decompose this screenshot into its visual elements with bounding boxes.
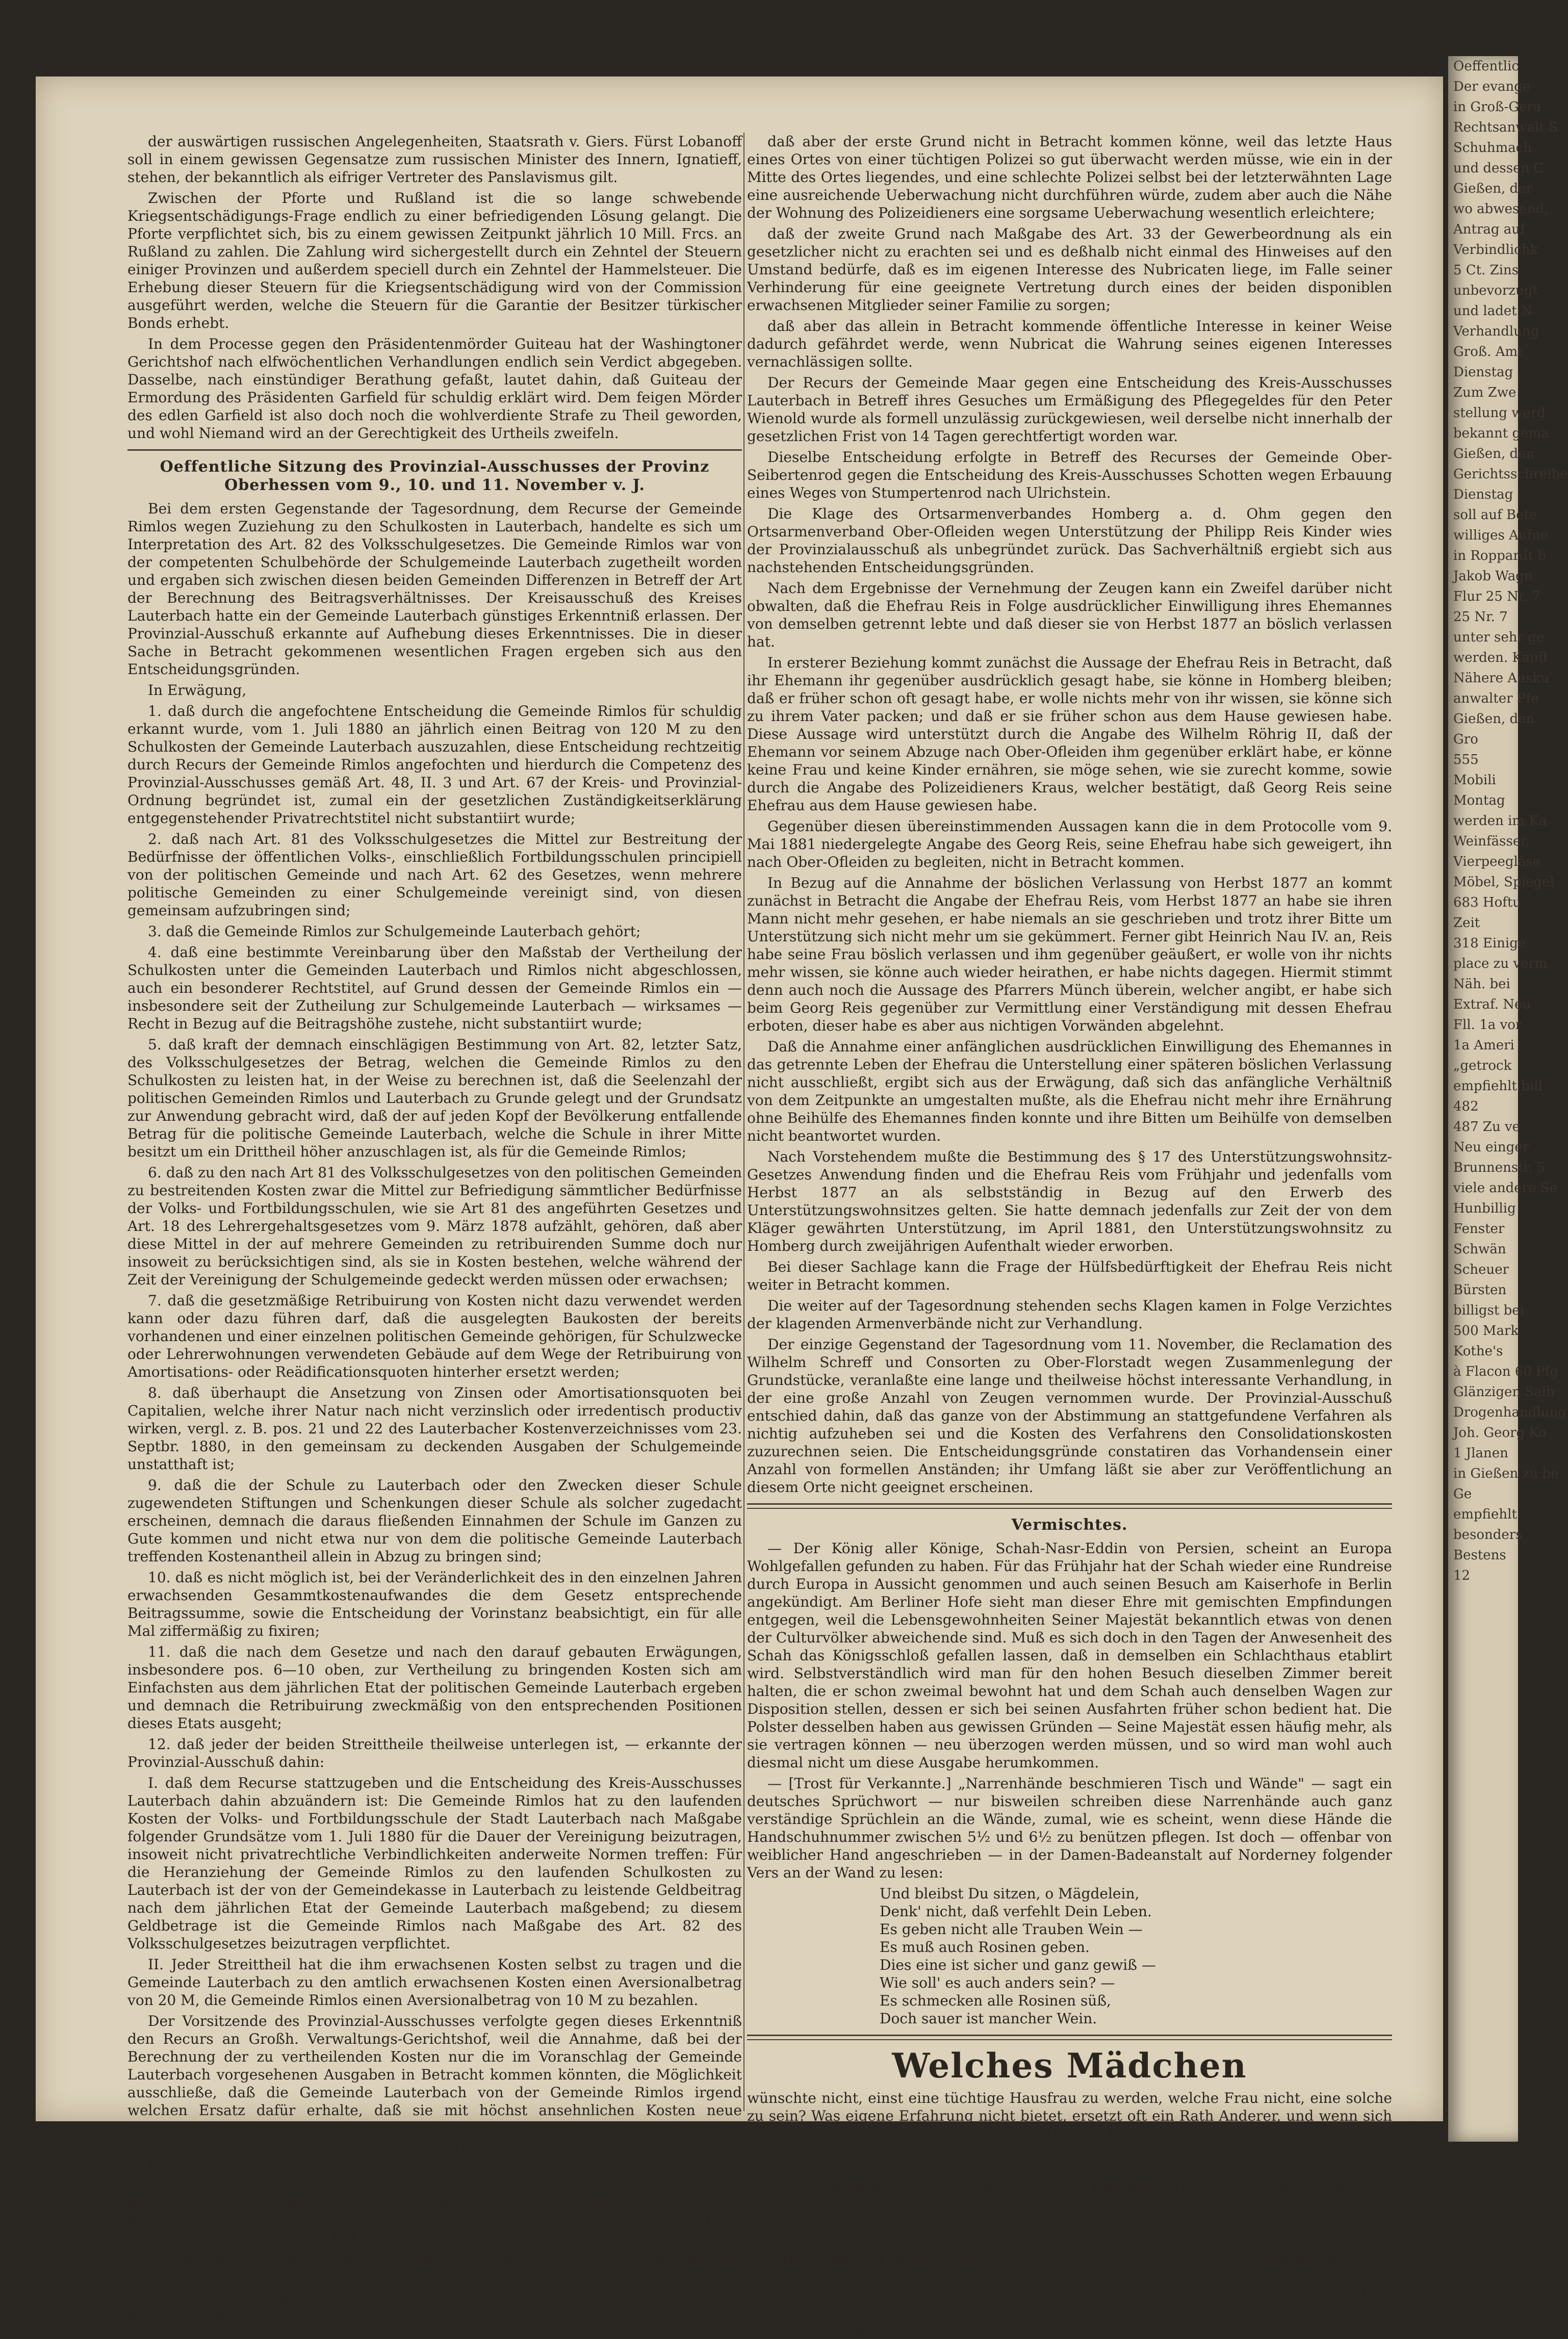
- advertisement-title: Welches Mädchen: [892, 2046, 1247, 2086]
- poem-line: Es muß auch Rosinen geben.: [880, 1939, 1090, 1956]
- report-paragraph: Der Vorsitzende des Provinzial-Ausschusses verfolgte gegen dieses Erkenntniß den Recurs an Großh. Verwaltungs-Gerichtshof, weil die Annahme, daß bei der Berechnung der zu vertheilenden Kosten nur die im Voranschlag der Gemeinde Lauterbach vorgesehenen Ausgaben in Betracht kommen könnten, die Möglichkeit ausschließe, daß die Gemeinde Lauterbach von der Gemeinde Rimlos irgend welchen Ersatz dafür erhalte, daß sie mit höchst ansehnlichen Kosten neue Schullocale und Lehrerwohnungen erbaut habe und dieselben nunmehr auch zu Gunsten der Gemeinde Rimlos verwendet werden.: [127, 2013, 742, 2154]
- edge-fragment: werden im Ka: [1453, 813, 1547, 829]
- poem-line: Doch sauer ist mancher Wein.: [880, 2010, 1097, 2027]
- edge-fragment: Verbindlichk: [1453, 242, 1538, 258]
- report-paragraph: In ersterer Beziehung kommt zunächst die Aussage der Ehefrau Reis in Betracht, daß ihr Ehemann ihr gegenüber ausdrücklich gesagt habe, sie könne in Homberg bleiben; daß er früher schon oft gesagt habe, er wolle nichts mehr von ihr wissen, sie könne sich zu ihrem Vater packen; und daß er sie früher schon aus dem Hause gewiesen habe. Diese Aussage wird unterstützt durch die Angabe des Wilhelm Röhrig II, daß der Ehemann vor seinem Abzuge nach Ober-Ofleiden ihm gegenüber erklärt habe, er könne keine Frau und keine Kinder ernähren, sie möge sehen, wie sie zurecht komme, sowie durch die Angabe des Polizeidieners Kraus, welcher bestätigt, daß Georg Reis seine Ehefrau aus dem Hause gewiesen habe.: [747, 654, 1392, 814]
- edge-fragment: in Gießen zu be: [1453, 1466, 1559, 1481]
- report-paragraph: 7. daß die gesetzmäßige Retribuirung von Kosten nicht dazu verwendet werden kann oder dazu führen darf, daß die ausgelegten Baukosten der bereits vorhandenen und einer einzelnen politischen Gemeinde gehörigen, für Schulzwecke oder Lehrerwohnungen verwendeten Gebäude auf dem Wege der Retribuirung von Amortisations- oder Reädificationsquoten hinterher ersetzt werden;: [127, 1292, 742, 1380]
- report-paragraph: Daß die Annahme einer anfänglichen ausdrücklichen Einwilligung des Ehemannes in das getrennte Leben der Ehefrau die Unterstellung einer späteren böslichen Verlassung nicht ausschließt, ergibt sich aus der Erwägung, daß sich das anfängliche Verhältniß von dem Zeitpunkte an umgestalten mußte, als die Ehefrau nicht mehr ihre Ernährung ohne Beihülfe des Ehemannes finden konnte und ihre Bitten um Beihülfe von demselben nicht beantwortet wurden.: [747, 1038, 1392, 1144]
- report-paragraph: Nach dem Ergebnisse der Vernehmung der Zeugen kann ein Zweifel darüber nicht obwalten, daß die Ehefrau Reis in Folge ausdrücklicher Einwilligung ihres Ehemannes von demselben getrennt lebte und daß dieser sie von Herbst 1877 an böslich verlassen hat.: [747, 580, 1392, 650]
- ad-rule: [747, 2035, 1392, 2040]
- misc-paragraph: — Der König aller Könige, Schah-Nasr-Eddin von Persien, scheint an Europa Wohlgefallen gefunden zu haben. Für das Frühjahr hat der Schah wieder eine Rundreise durch Europa in Aussicht genommen und auch seinen Besuch am Kaiserhofe in Berlin angekündigt. Am Berliner Hofe sieht man dieser Ehre mit gemischten Empfindungen entgegen, weil die Lebensgewohnheiten Seiner Majestät bekanntlich etwas von denen der Culturvölker abweichende sind. Muß es sich doch in den Tagen der Anwesenheit des Schah das Königsschloß gefallen lassen, daß in demselben ein Schlachthaus etablirt wird. Selbstverständlich wird man für den hohen Besuch dieselben Zimmer bereit halten, die er schon zweimal bewohnt hat und dem Schah auch denselben Wagen zur Disposition stellen, dessen er sich bei seinen Ausfahrten früher schon bedient hat. Die Polster desselben haben aus gewissen Gründen — Seine Majestät essen häufig mehr, als sie vertragen können — neu überzogen werden müssen, und so wird man wohl auch diesmal nicht um diese Ausgabe herumkommen.: [747, 1540, 1392, 1771]
- edge-fragment: Dienstag: [1453, 365, 1513, 380]
- edge-fragment: 12: [1453, 1568, 1471, 1583]
- edge-fragment: Montag: [1453, 793, 1505, 808]
- edge-fragment: Brunnenstr. 5: [1453, 1160, 1546, 1175]
- report-paragraph: In Betreff des Recurses des Heinrich Greb II. zu Stornborf wegen Verweigerung der Erlaubniß zum Betriebe der Zapfwirthschaft, hob der Provinzial-Ausschuß die ablehnende Entscheidung des Kreis-Ausschusses Alsfeld auf, und zwar mit Rücksicht darauf, daß sich der Kreis-Ausschuß seine Entscheidung nur auf die beiden Thatsachen gestützt habe:: [127, 2158, 742, 2247]
- report-paragraph: Der einzige Gegenstand der Tagesordnung vom 11. November, die Reclamation des Wilhelm Schreff und Consorten zu Ober-Florstadt wegen Zusammenlegung der Grundstücke, veranlaßte eine lange und theilweise höchst interessante Verhandlung, in der eine große Anzahl von Zeugen vernommen wurde. Der Provinzial-Ausschuß entschied dahin, daß das ganze von der Abstimmung an stattgefundene Verfahren als nichtig aufzuheben sei und die Kosten des Verfahrens den Consolidationskosten zuzurechnen seien. Die Entscheidungsgründe constatiren das Vorhandensein einer Anzahl von formellen Anständen; ihr Umfang läßt sie aber zur Veröffentlichung an diesem Orte nicht geeignet erscheinen.: [747, 1336, 1392, 1496]
- edge-fragment: Gießen, den: [1453, 711, 1535, 727]
- edge-fragment: 318 Einige: [1453, 936, 1526, 951]
- poem-line: Es schmecken alle Rosinen süß,: [880, 1992, 1111, 2009]
- news-paragraph: In dem Processe gegen den Präsidentenmörder Guiteau hat der Washingtoner Gerichtshof nach elfwöchentlichen Verhandlungen endlich sein Verdict abgegeben. Dasselbe, nach einstündiger Berathung gefaßt, lautet dahin, daß Guiteau der Ermordung des Präsidenten Garfield für schuldig erklärt wird. Dem feigen Mörder des edlen Garfield ist also doch noch die wohlverdiente Strafe zu Theil geworden, und wohl Niemand wird an der Gerechtigkeit des Urtheils zweifeln.: [127, 336, 742, 442]
- report-paragraph: 4. daß eine bestimmte Vereinbarung über den Maßstab der Vertheilung der Schulkosten unter die Gemeinden Lauterbach und Rimlos nicht abgeschlossen, auch ein besonderer Rechtstitel, auf Grund dessen der Gemeinde Rimlos ein — insbesondere seit der Zutheilung zur Schulgemeinde Lauterbach — wirksames — Recht in Bezug auf die Beitragshöhe zustehe, nicht substantiirt wurde;: [127, 944, 742, 1032]
- column-divider: [743, 133, 744, 2111]
- report-paragraph: 10. daß es nicht möglich ist, bei der Veränderlichkeit des in den einzelnen Jahren erwachsenden Gesammtkostenaufwandes die dem Gesetz entsprechende Beitragssumme, sowie die Entscheidung der Vorinstanz beabsichtigt, ein für alle Mal ziffermäßig zu fixiren;: [127, 1569, 742, 1639]
- edge-fragment: Vierpeegläse: [1453, 854, 1541, 869]
- report-paragraph: Dieselbe Entscheidung erfolgte in Betreff des Recurses der Gemeinde Ober-Seibertenrod gegen die Entscheidung des Kreis-Ausschusses Schotten wegen Erbauung eines Weges von Stumpertenrod nach Ulrichstein.: [747, 449, 1392, 501]
- edge-fragment: Weinfässer,: [1453, 834, 1530, 849]
- edge-fragment: anwalter Pfe: [1453, 691, 1539, 706]
- report-paragraph: Die weiter auf der Tagesordnung stehenden sechs Klagen kamen in Folge Verzichtes der klagenden Armenverbände nicht zur Verhandlung.: [747, 1297, 1392, 1332]
- report-paragraph: 9. daß die der Schule zu Lauterbach oder den Zwecken dieser Schule zugewendeten Stiftungen und Schenkungen dieser Schule als solcher zugedacht erscheinen, demnach die daraus fließenden Einnahmen der Schule im Ganzen zu Gute kommen und nicht etwa nur von dem die politische Gemeinde Lauterbach treffenden Kostenantheil allein in Abzug zu bringen sind;: [127, 1477, 742, 1565]
- edge-fragment: 500 Mark: [1453, 1323, 1519, 1339]
- edge-fragment: Gießen, der: [1453, 181, 1532, 196]
- misc-title: Vermischtes.: [1011, 1516, 1128, 1534]
- poem-line: Dies eine ist sicher und ganz gewiß —: [880, 1957, 1156, 1973]
- poem-line: Wie soll' es auch anders sein? —: [880, 1974, 1115, 1991]
- edge-fragment: Näh. bei: [1453, 976, 1510, 992]
- section-title: Oeffentliche Sitzung des Provinzial-Ausschusses der Provinz Oberhessen vom 9., 10. und 11. November v. J.: [160, 458, 710, 494]
- report-paragraph: daß aber das allein in Betracht kommende öffentliche Interesse in keiner Weise dadurch gefährdet werde, wenn Nubricat die Wahrung seines eigenen Interesses vernachlässigen sollte.: [747, 318, 1392, 370]
- session-report-body: [127, 500, 742, 2325]
- edge-fragment: stellung werd: [1453, 405, 1546, 421]
- edge-fragment: 555: [1453, 752, 1479, 767]
- edge-fragment: 1 Jlanen: [1453, 1446, 1508, 1461]
- edge-fragment: Fll. 1a vor: [1453, 1017, 1522, 1033]
- poem-line: Es geben nicht alle Trauben Wein —: [880, 1921, 1143, 1938]
- report-paragraph: Nach Vorstehendem mußte die Bestimmung des § 17 des Unterstützungswohnsitz-Gesetzes Anwendung finden und die Ehefrau Reis vom Frühjahr und jedenfalls vom Herbst 1877 an als selbstständig in Bezug auf den Erwerb des Unterstützungswohnsitzes gelten. Sie hatte demnach jedenfalls zur Zeit der von dem Kläger gewährten Unterstützung, im April 1881, den Unterstützungswohnsitz zu Homberg durch zweijährigen Aufenthalt wieder erworben.: [747, 1148, 1392, 1254]
- edge-fragment: werden. Kaufl: [1453, 650, 1548, 665]
- edge-fragment: unbevorzugt: [1453, 283, 1538, 298]
- session-report-continued: [747, 133, 1392, 1496]
- edge-fragment: Fenster: [1453, 1221, 1505, 1237]
- edge-fragment: billigst bei: [1453, 1303, 1524, 1318]
- edge-fragment: 25 Nr. 7: [1453, 609, 1508, 625]
- edge-fragment: Möbel, Spiegel: [1453, 875, 1554, 890]
- edge-fragment: Bürsten: [1453, 1282, 1507, 1298]
- newspaper-page: [36, 76, 1443, 2338]
- edge-fragment: Glänzigen Salb: [1453, 1384, 1555, 1400]
- edge-fragment: bekannt gema: [1453, 426, 1549, 441]
- edge-fragment: soll auf Bete: [1453, 507, 1537, 523]
- edge-fragment: Joh. Georg Ko: [1453, 1425, 1547, 1441]
- edge-fragment: Antrag auf: [1453, 222, 1525, 237]
- edge-fragment: Rechtsanwalt S: [1453, 120, 1558, 135]
- report-paragraph: 8. daß überhaupt die Ansetzung von Zinsen oder Amortisationsquoten bei Capitalien, welche ihrer Natur nach nicht verzinslich oder irredentisch productiv wirken, vergl. z. B. pos. 21 und 22 des Lauterbacher Kostenverzeichnisses vom 23. Septbr. 1880, in den gemeinsam zu deckenden Ausgaben der Schulgemeinde unstatthaft ist;: [127, 1384, 742, 1473]
- edge-fragment: und ladet N: [1453, 303, 1533, 319]
- edge-fragment: Extraf. Neu: [1453, 997, 1531, 1012]
- edge-fragment: Bestens: [1453, 1548, 1506, 1563]
- edge-fragment: Gerichtsschreibe: [1453, 467, 1568, 482]
- edge-fragment: Nähere Ausku: [1453, 671, 1549, 686]
- edge-fragment: Drogenhandlung: [1453, 1405, 1566, 1420]
- edge-fragment: in Groß-Gera: [1453, 99, 1541, 115]
- report-paragraph: 1. daß das Haus des Nubricaten am Ende des Ortes liege und deßhalb die erforderliche polizeiliche Ueberwachung nicht stattfinden könne;: [127, 2251, 742, 2285]
- edge-fragment: williges Aufne: [1453, 528, 1549, 543]
- edge-fragment: Gro: [1453, 732, 1478, 747]
- edge-fragment: 1a Ameri: [1453, 1038, 1514, 1053]
- edge-fragment: Mobili: [1453, 773, 1496, 788]
- edge-fragment: Groß. Amt: [1453, 344, 1523, 359]
- edge-fragment: Scheuer: [1453, 1262, 1509, 1277]
- edge-fragment: wo abwesend,: [1453, 201, 1549, 217]
- news-paragraph: Zwischen der Pforte und Rußland ist die so lange schwebende Kriegsentschädigungs-Frage endlich zu einer befriedigenden Lösung gelangt. Die Pforte verpflichtet sich, bis zu einem gewissen Zeitpunkt jährlich 10 Mill. Frcs. an Rußland zu zahlen. Die Zahlung wird sichergestellt durch ein Zehntel der Steuern einiger Provinzen und außerdem speciell durch ein Zehntel der Hammelsteuer. Die Erhebung dieser Steuern für die Kriegsentschädigung wird von der Commission ausgeführt werden, welche die Steuern für die Garantie der Besitzer türkischer Bonds erhebt.: [127, 190, 742, 331]
- report-paragraph: Bei dem ersten Gegenstande der Tagesordnung, dem Recurse der Gemeinde Rimlos wegen Zuziehung zu den Schulkosten in Lauterbach, handelte es sich um Interpretation des Art. 82 des Volksschulgesetzes. Die Gemeinde Rimlos war von der competenten Schulbehörde der Schulgemeinde Lauterbach zugetheilt worden und ergaben sich zwischen diesen beiden Gemeinden Differenzen in Betreff der Art der Berechnung des Beitragsverhältnisses. Der Kreisausschuß des Kreises Lauterbach hatte ein der Gemeinde Lauterbach günstiges Erkenntniß erlassen. Der Provinzial-Ausschuß erkannte auf Aufhebung dieses Erkenntnisses. Die in dieser Sache in Betracht gekommenen wesentlichen Fragen ergeben sich aus den Entscheidungsgründen.: [127, 500, 742, 678]
- report-paragraph: 1. daß durch die angefochtene Entscheidung die Gemeinde Rimlos für schuldig erkannt wurde, vom 1. Juli 1880 an jährlich einen Beitrag von 120 M zu den Schulkosten der Gemeinde Lauterbach auszuzahlen, diese Entscheidung rechtzeitig durch Recurs der Gemeinde Rimlos angefochten und hierdurch die Competenz des Provinzial-Ausschusses gemäß Art. 48, II. 3 und Art. 67 der Kreis- und Provinzial-Ordnung begründet ist, zumal ein der gesetzlichen Zuständigkeitserklärung entgegenstehender Privatrechtstitel nicht substantiirt wurde;: [127, 703, 742, 827]
- report-paragraph: Bei dieser Sachlage kann die Frage der Hülfsbedürftigkeit der Ehefrau Reis nicht weiter in Betracht kommen.: [747, 1258, 1392, 1293]
- edge-fragment: viele andere Se: [1453, 1180, 1557, 1196]
- report-paragraph: In Erwägung,: [148, 682, 247, 699]
- edge-fragment: Schuhmach: [1453, 140, 1532, 156]
- edge-fragment: Zum Zwe: [1453, 385, 1516, 400]
- report-paragraph: I. daß dem Recurse stattzugeben und die Entscheidung des Kreis-Ausschusses Lauterbach dahin abzuändern ist: Die Gemeinde Rimlos hat zu den laufenden Kosten der Volks- und Fortbildungsschule der Stadt Lauterbach nach Maßgabe folgender Grundsätze vom 1. Juli 1880 für die Dauer der Vereinigung beizutragen, insoweit nicht privatrechtliche Verbindlichkeiten anderweite Normen treffen: Für die Heranziehung der Gemeinde Rimlos zu den laufenden Schulkosten zu Lauterbach ist der von der Gemeindekasse in Lauterbach zu leistende Geldbeitrag nach dem jährlichen Etat der Gemeinde Lauterbach maßgebend; zu diesem Geldbetrage ist die Gemeinde Rimlos nach Maßgabe des Art. 82 des Volksschulgesetzes beizutragen verpflichtet.: [127, 1775, 742, 1952]
- edge-fragment: in Roppardt b: [1453, 548, 1546, 563]
- edge-fragment: empfiehlt: [1453, 1507, 1517, 1522]
- section-rule: [127, 449, 742, 451]
- edge-fragment: Flur 25 Nr. 7: [1453, 589, 1540, 604]
- misc-rule: [747, 1503, 1392, 1509]
- edge-fragment: und dessen C: [1453, 161, 1544, 176]
- edge-fragment: Kothe's: [1453, 1344, 1503, 1359]
- poem: [880, 1885, 1392, 2027]
- edge-fragment: 482: [1453, 1099, 1479, 1114]
- right-column: [747, 133, 1392, 2338]
- edge-fragment: Oeffentlic: [1453, 59, 1519, 74]
- edge-fragment: Zeit: [1453, 915, 1480, 931]
- edge-fragment: Ge: [1453, 1486, 1472, 1502]
- edge-fragment: empfiehlt bill: [1453, 1078, 1543, 1094]
- edge-fragment: unter sehr ge: [1453, 630, 1545, 645]
- report-paragraph: 6. daß zu den nach Art 81 des Volksschulgesetzes von den politischen Gemeinden zu bestreitenden Kosten zwar die Mittel zur Befriedigung sämmtlicher Bedürfnisse der Volks- und Fortbildungsschulen, wie sie Art 81 des angeführten Gesetzes und Art. 18 des Lehrergehaltsgesetzes vom 9. März 1878 aufzählt, gehören, daß aber diese Mittel in der auf mehrere Gemeinden zu retribuirenden Summe doch nur insoweit zu berücksichtigen sind, als sie in Kosten bestehen, welche während der Zeit der Vereinigung der Schulgemeinde gedeckt werden müssen oder erwachsen;: [127, 1164, 742, 1288]
- adjacent-page-edge: [1448, 56, 1568, 2142]
- report-paragraph: Gegenüber diesen übereinstimmenden Aussagen kann die in dem Protocolle vom 9. Mai 1881 niedergelegte Angabe des Georg Reis, seine Ehefrau habe sich geweigert, ihn nach Ober-Ofleiden zu begleiten, nicht in Betracht kommen.: [747, 818, 1392, 870]
- report-paragraph: Der Recurs der Gemeinde Maar gegen eine Entscheidung des Kreis-Ausschusses Lauterbach in Betreff ihres Gesuches um Ermäßigung des Pflegegeldes für den Peter Wienold wurde als formell unzulässig zurückgewiesen, weil derselbe nicht innerhalb der gesetzlichen Frist von 14 Tagen gerechtfertigt worden war.: [747, 374, 1392, 445]
- report-paragraph: 3. daß die Gemeinde Rimlos zur Schulgemeinde Lauterbach gehört;: [148, 923, 641, 940]
- edge-fragment: Neu einger: [1453, 1140, 1529, 1155]
- edge-fragment: 683 Hoftu: [1453, 895, 1522, 910]
- edge-fragment: besonders: [1453, 1527, 1523, 1543]
- edge-fragment: Dienstag: [1453, 487, 1513, 502]
- misc-paragraph: — [Trost für Verkannte.] „Narrenhände beschmieren Tisch und Wände" — sagt ein deutsches Sprüchwort — nur bisweilen schreiben diese Narrenhände auch ganz verständige Sprüchlein an die Wände, zumal, wie es scheint, wenn diese Hände die Handschuhnummer zwischen 5½ und 6½ zu benützen pflegen. Ist doch — offenbar von weiblicher Hand angeschrieben — in der Damen-Badeanstalt auf Norderney folgender Vers an der Wand zu lesen:: [747, 1775, 1392, 1881]
- edge-fragment: „getrock: [1453, 1058, 1512, 1073]
- report-paragraph: 2. daß derselbe wegen seines Geschäfts oft abwesend sei und deßhalb den Betrieb der Wirthschaft andern überlassen müßte;: [127, 2290, 742, 2324]
- poem-line: Und bleibst Du sitzen, o Mägdelein,: [880, 1885, 1140, 1902]
- edge-fragment: place zu verm: [1453, 956, 1548, 971]
- report-paragraph: 5. daß kraft der demnach einschlägigen Bestimmung von Art. 82, letzter Satz, des Volksschulgesetzes der Betrag, welchen die Gemeinde Rimlos zu den Schulkosten zu leisten hat, in der Weise zu berechnen ist, daß die Seelenzahl der politischen Gemeinden Rimlos und Lauterbach zu Grunde gelegt und der Grundsatz zur Anwendung gebracht wird, daß der auf jeden Kopf der Bevölkerung entfallende Betrag für die politische Gemeinde Lauterbach, welche die Schule in ihrer Mitte besitzt um ein Drittheil höher anzuschlagen ist, als für die Gemeinde Rimlos;: [127, 1036, 742, 1160]
- report-paragraph: Die Klage des Ortsarmenverbandes Homberg a. d. Ohm gegen den Ortsarmenverband Ober-Ofleiden wegen Unterstützung der Philipp Reis Kinder wies der Provinzialausschuß als unbegründet zurück. Das Sachverhältniß ergiebt sich aus nachstehenden Entscheidungsgründen.: [747, 505, 1392, 576]
- edge-fragment: Schwän: [1453, 1242, 1506, 1257]
- report-paragraph: 2. daß nach Art. 81 des Volksschulgesetzes die Mittel zur Bestreitung der Bedürfnisse der öffentlichen Volks-, einschließlich Fortbildungsschulen principiell von der politischen Gemeinde und nach Art. 62 des Gesetzes, wenn mehrere politische Gemeinden zu einer Schulgemeinde vereinigt sind, von diesen gemeinsam aufzubringen sind;: [127, 831, 742, 919]
- edge-fragment: à Flacon 60 Pfg: [1453, 1364, 1558, 1379]
- advertisement-body: wünschte nicht, einst eine tüchtige Hausfrau zu werden, welche Frau nicht, eine solche zu sein? Was eigene Erfahrung nicht bietet, ersetzt oft ein Rath Anderer, und wenn sich eine Reihe von bewährten Hausfrauen, Müttern, Erziehern, Aerzten rc. vereint, um ihre Erfahrungen und Rathschläge den Strebsamen unserer Frauenwelt mitzutheilen, so verdient ein solches Unternehmen wohl Unterstützung seitens der Frauen und Männer. Dörner's „Hausfrauen-Zeitung" ist ein solcher Rathgeber für Frauen und Mädchen, sie lehrt, unter besonderer Berücksichtigung der für unsere Zeit so nothwendigen Sparsamkeit, alle Zweige des Hauswesens, indem sie Anleitung gibt für die Pflege Gesunder wie Erkrankter, für Erziehung rc. Außerdem bietet sie gediegenen Unterhaltungsstoff in Romanen, Novellen, Erzählungen rc. und das Alles für den Preis von 10 ₰ für die Wochennummer. Abonnement (zu M 1.30 vierteljährlich) nehmen alle Buchhandlungen und Postämter an, Letzteren ist die Nr. 2050 der Zeitungs-Preisliste anzugeben. Probenummern sind auch vom Herausgeber F. Dörner in Berlin W., Landgrafenstraße 2, gratis zu beziehen.: [747, 2090, 1392, 2338]
- poem-line: Denk' nicht, daß verfehlt Dein Leben.: [880, 1903, 1152, 1920]
- edge-fragment: 487 Zu ve: [1453, 1119, 1521, 1135]
- news-paragraph: der auswärtigen russischen Angelegenheiten, Staatsrath v. Giers. Fürst Lobanoff soll in einem gewissen Gegensatze zum russischen Minister des Innern, Ignatieff, stehen, der bekanntlich als eifriger Vertreter des Panslavismus gilt.: [127, 133, 742, 186]
- report-paragraph: 12. daß jeder der beiden Streittheile theilweise unterlegen ist, — erkannte der Provinzial-Ausschuß dahin:: [127, 1736, 742, 1770]
- report-paragraph: In Bezug auf die Annahme der böslichen Verlassung von Herbst 1877 an kommt zunächst in Betracht die Angabe der Ehefrau Reis, vom Herbst 1877 an habe sie ihren Mann nicht mehr gesehen, er habe niemals an sie geschrieben und trotz ihrer Bitte um Unterstützung sich nicht mehr um sie gekümmert. Ferner gibt Heinrich Nau IV. an, Reis habe seine Frau böslich verlassen und ihm gegenüber geäußert, er wolle von ihr nichts mehr wissen, sie könne auch wieder heirathen, er habe nichts dagegen. Hiermit stimmt denn auch noch die Aussage des Pfarrers Münch überein, welcher angibt, er habe sich beim Georg Reis gegenüber zur Vermittlung einer Verständigung mit dessen Ehefrau erboten, dieser habe es aber aus nichtigen Vorwänden abgelehnt.: [747, 875, 1392, 1034]
- edge-fragment: Gießen, den: [1453, 446, 1535, 461]
- edge-fragment: Jakob Wagn: [1453, 569, 1533, 584]
- edge-fragment: Der evange: [1453, 79, 1531, 94]
- misc-body: [747, 1539, 1392, 1882]
- edge-fragment: Verhandlung: [1453, 324, 1539, 339]
- report-paragraph: daß der zweite Grund nach Maßgabe des Art. 33 der Gewerbeordnung als ein gesetzlicher nicht zu erachten sei und es deßhalb nicht einmal des Hinweises auf den Umstand bedürfe, daß es im eigenen Interesse des Nubricaten liege, im Falle seiner Verhinderung für eine geeignete Vertretung durch eines der beiden disponiblen erwachsenen Mitglieder seiner Familie zu sorgen;: [747, 225, 1392, 314]
- report-paragraph: II. Jeder Streittheil hat die ihm erwachsenen Kosten selbst zu tragen und die Gemeinde Lauterbach zu den amtlich erwachsenen Kosten einen Aversionalbetrag von 20 M, die Gemeinde Rimlos einen Aversionalbetrag von 10 M zu bezahlen.: [127, 1956, 742, 2009]
- report-paragraph: 11. daß die nach dem Gesetze und nach den darauf gebauten Erwägungen, insbesondere pos. 6—10 oben, zur Vertheilung zu bringenden Kosten sich am Einfachsten aus dem jährlichen Etat der politischen Gemeinde Lauterbach ergeben und demnach die Retribuirung zweckmäßig von den entsprechenden Positionen dieses Etats ausgeht;: [127, 1643, 742, 1732]
- report-paragraph: daß aber der erste Grund nicht in Betracht kommen könne, weil das letzte Haus eines Ortes von einer tüchtigen Polizei so gut überwacht werden müsse, wie ein in der Mitte des Ortes liegendes, und eine schlechte Polizei selbst bei der letzterwähnten Lage eine ausreichende Ueberwachung nicht durchführen würde, zudem aber auch die Nähe der Wohnung des Polizeidieners eine sorgsame Ueberwachung wesentlich erleichtere;: [747, 133, 1392, 221]
- edge-fragment: 5 Ct. Zins: [1453, 263, 1519, 278]
- left-column: [127, 133, 742, 2324]
- intro-paragraphs: [127, 133, 742, 442]
- edge-fragment: Hunbillig: [1453, 1201, 1516, 1216]
